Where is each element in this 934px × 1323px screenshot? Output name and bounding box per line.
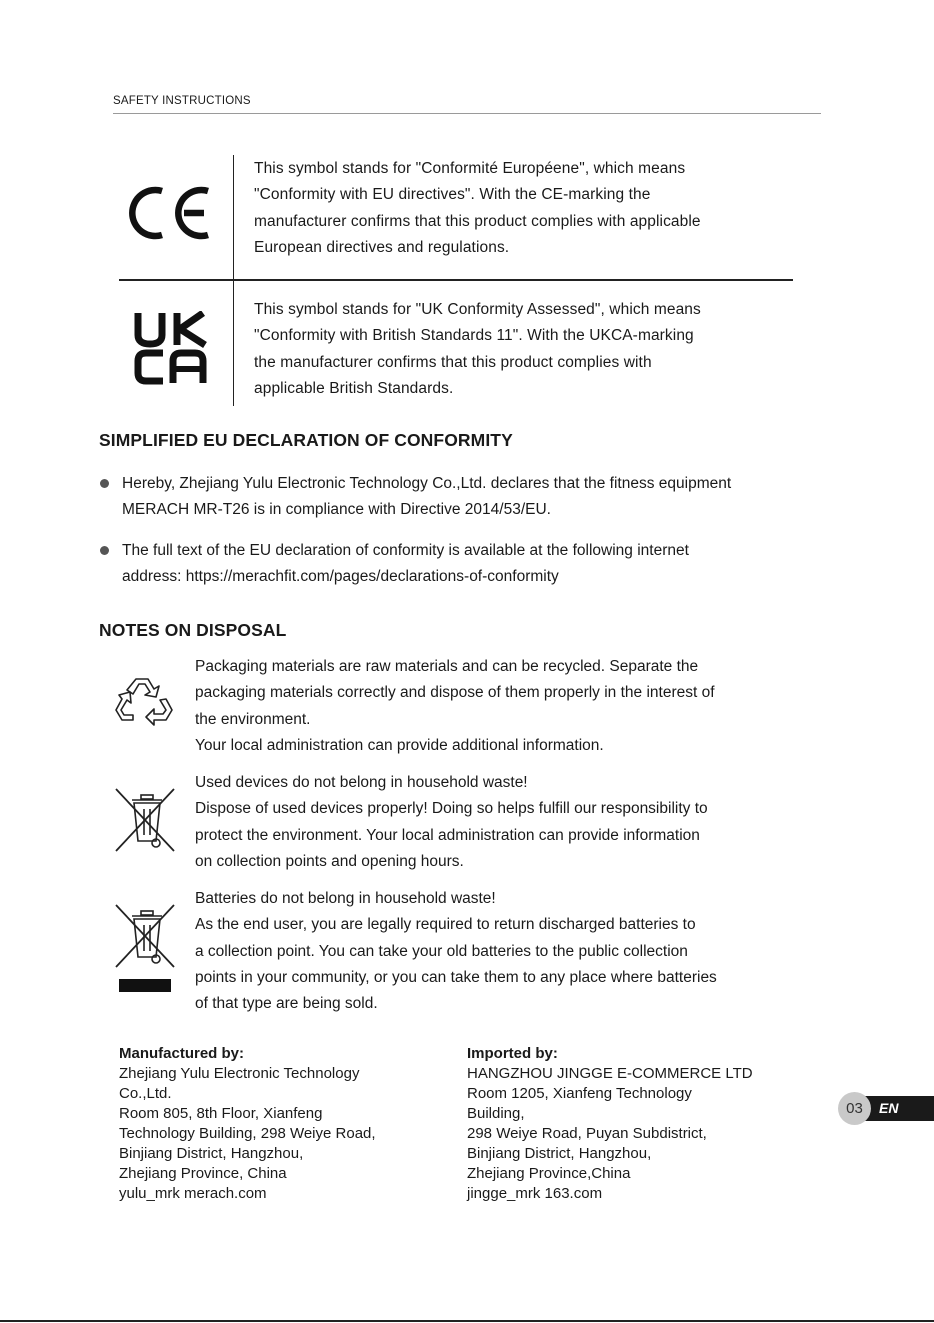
- header-divider: [113, 113, 821, 114]
- declaration-bullet: Hereby, Zhejiang Yulu Electronic Technology Co.,Ltd. declares that the fitness equipment MERACH MR-T26 is in compliance with Directive 2014/53/EU.: [122, 475, 732, 519]
- ukca-description: This symbol stands for "UK Conformity Assessed", which means "Conformity with British Standards 11". With the UKCA-marking the manufacturer confirms that this product complies with applicable British Standards.: [254, 301, 701, 397]
- bullet-dot: [100, 479, 109, 488]
- ce-description: This symbol stands for "Conformité Européene", which means "Conformity with EU directives". With the CE-marking the manufacturer confirms that this product complies with applicable European directives and regulations.: [254, 160, 701, 256]
- disposal-item-batteries: Batteries do not belong in household waste! As the end user, you are legally required to return discharged batteries to a collection point. You can take your old batteries to the public collection points in your community, or you can take them to any place where batteries of that type are being sold.: [195, 890, 717, 1013]
- importer-address: Imported by: HANGZHOU JINGGE E-COMMERCE LTD Room 1205, Xianfeng Technology Building, 298 Weiye Road, Puyan Subdistrict, Binjiang District, Hangzhou, Zhejiang Province,China jingge_mrk 163.com: [467, 1045, 753, 1202]
- ukca-mark-icon: [133, 311, 209, 385]
- language-tag: EN: [864, 1096, 934, 1121]
- symbol-table-vertical-rule: [233, 155, 234, 406]
- recycle-icon: [114, 675, 174, 733]
- crossed-bin-icon: [114, 787, 178, 853]
- disposal-item-packaging: Packaging materials are raw materials and can be recycled. Separate the packaging materials correctly and dispose of them properly in the interest of the environment. Your local administration can provide additional information.: [195, 658, 715, 754]
- disposal-item-devices: Used devices do not belong in household waste! Dispose of used devices properly! Doing so helps fulfill our responsibility to protect the environment. Your local administration can provide information on collection points and opening hours.: [195, 774, 708, 870]
- declaration-bullet: The full text of the EU declaration of conformity is available at the following internet address: https://merachfit.com/pages/declarations-of-conformity: [122, 542, 689, 586]
- crossed-bin-bar-icon: [114, 903, 178, 995]
- page-badge: [838, 1096, 934, 1121]
- symbol-table-horizontal-rule: [119, 279, 793, 281]
- manufacturer-address: Manufactured by: Zhejiang Yulu Electronic Technology Co.,Ltd. Room 805, 8th Floor, Xianfeng Technology Building, 298 Weiye Road, Binjiang District, Hangzhou, Zhejiang Province, China yulu_mrk merach.com: [119, 1045, 376, 1202]
- bullet-dot: [100, 546, 109, 555]
- ce-mark-icon: [126, 183, 216, 243]
- disposal-title: NOTES ON DISPOSAL: [99, 620, 287, 640]
- page-bottom-edge: [0, 1320, 934, 1322]
- page-number: 03: [838, 1092, 871, 1125]
- svg-text:UK: UK: [133, 311, 135, 312]
- declaration-title: SIMPLIFIED EU DECLARATION OF CONFORMITY: [99, 430, 513, 450]
- section-header: SAFETY INSTRUCTIONS: [113, 95, 251, 107]
